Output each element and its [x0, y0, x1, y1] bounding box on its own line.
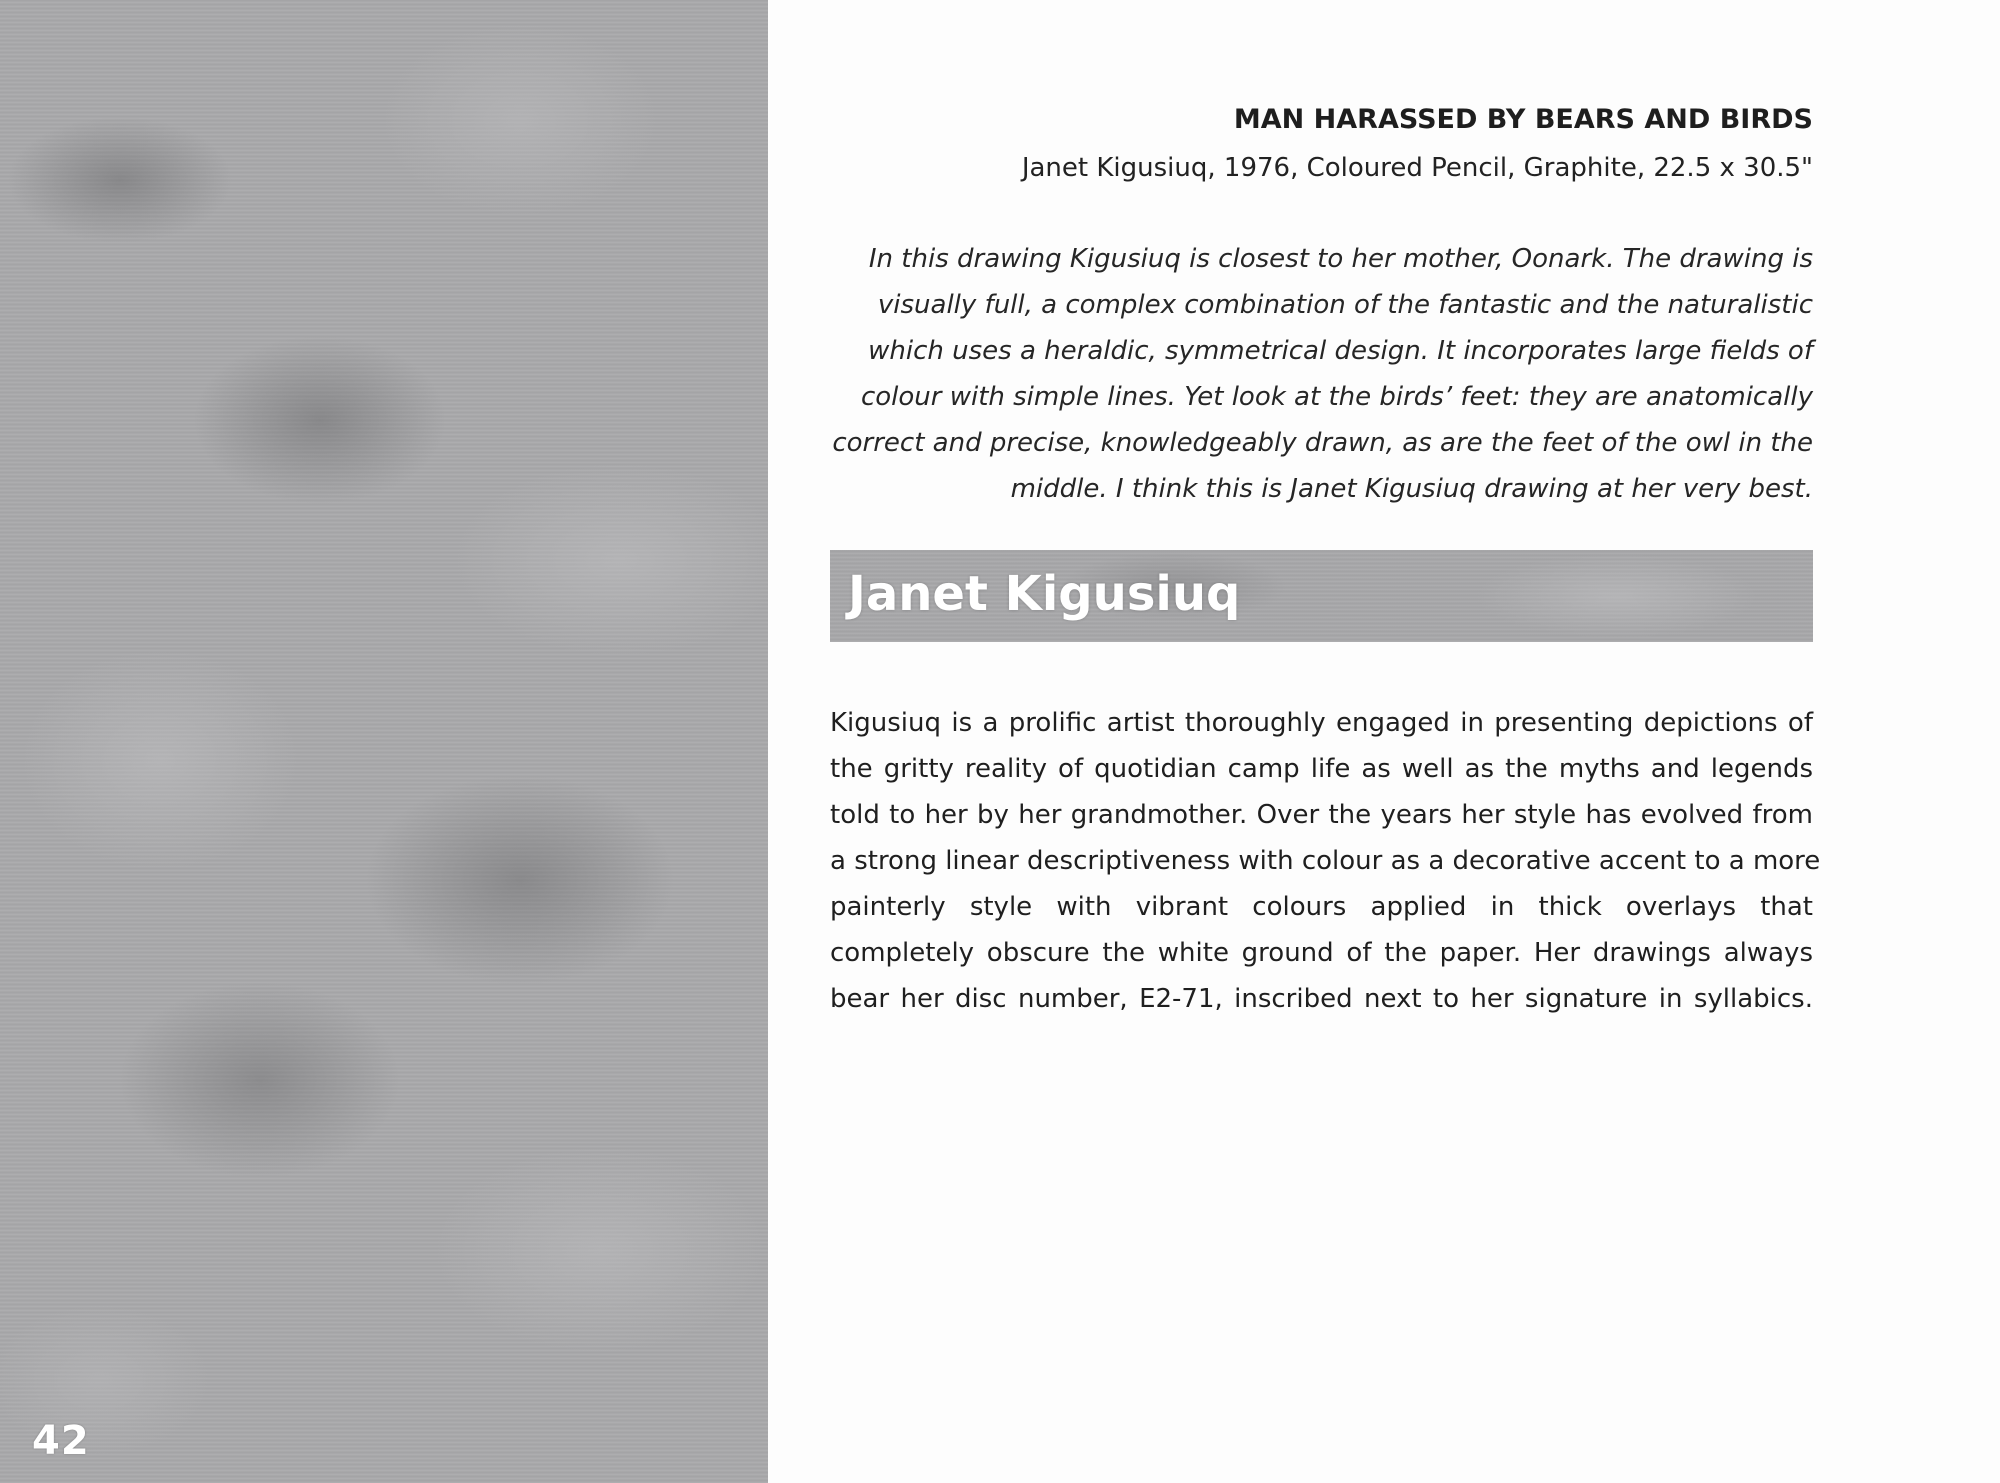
artist-biography	[830, 700, 1821, 1022]
biography-line: a strong linear descriptiveness with colour as a decorative accent to a more	[830, 846, 1821, 876]
textured-grey-panel	[0, 0, 768, 1483]
artist-section-header	[830, 550, 1813, 642]
biography-line: bear her disc number, E2-71, inscribed next to her signature in syllabics.	[830, 984, 1813, 1014]
commentary-line: middle. I think this is Janet Kigusiuq drawing at her very best.	[1010, 474, 1813, 504]
content-column	[830, 96, 1821, 1022]
biography-line: painterly style with vibrant colours applied in thick overlays that	[830, 892, 1813, 922]
biography-line: told to her by her grandmother. Over the years her style has evolved from	[830, 800, 1813, 830]
biography-line: Kigusiuq is a prolific artist thoroughly engaged in presenting depictions of	[830, 708, 1813, 738]
commentary-line: In this drawing Kigusiuq is closest to her mother, Oonark. The drawing is	[868, 244, 1813, 274]
biography-line: the gritty reality of quotidian camp life as well as the myths and legends	[830, 754, 1813, 784]
biography-line: completely obscure the white ground of the paper. Her drawings always	[830, 938, 1813, 968]
commentary-line: which uses a heraldic, symmetrical design. It incorporates large fields of	[868, 336, 1813, 366]
page-number: 42	[32, 1418, 90, 1464]
commentary-line: correct and precise, knowledgeably drawn, as are the feet of the owl in the	[832, 428, 1813, 458]
artwork-title: MAN HARASSED BY BEARS AND BIRDS	[1233, 104, 1813, 135]
artwork-commentary	[830, 236, 1813, 512]
commentary-line: visually full, a complex combination of the fantastic and the naturalistic	[877, 290, 1813, 320]
artwork-credit: Janet Kigusiuq, 1976, Coloured Pencil, Graphite, 22.5 x 30.5"	[1021, 153, 1813, 183]
commentary-line: colour with simple lines. Yet look at the birds’ feet: they are anatomically	[860, 382, 1813, 412]
artist-name-heading: Janet Kigusiuq	[848, 566, 1241, 622]
